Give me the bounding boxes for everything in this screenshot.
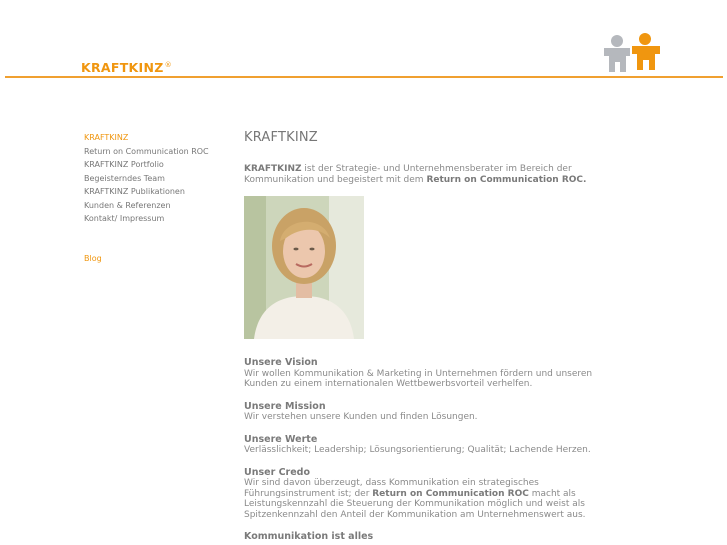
nav-item-kraftkinz[interactable]: KRAFTKINZ — [84, 133, 129, 142]
nav-item-kontakt[interactable]: Kontakt/ Impressum — [84, 214, 165, 223]
section-text: Wir verstehen unsere Kunden und finden Lösungen. — [244, 412, 478, 422]
portrait-photo — [244, 196, 364, 339]
intro-text: ist der Strategie- und Unternehmensberater im Bereich der Kommunikation und begeistert mit dem — [244, 164, 572, 185]
portrait-image — [244, 196, 364, 339]
page-title: KRAFTKINZ — [244, 130, 318, 145]
section-text — [244, 478, 604, 520]
intro-paragraph — [244, 164, 604, 186]
section-credo — [244, 468, 604, 521]
intro-roc: Return on Communication ROC. — [426, 175, 587, 185]
brand-name: KRAFTKINZ — [81, 60, 164, 75]
section-text: Verlässlichkeit; Leadership; Lösungsorientierung; Qualität; Lachende Herzen. — [244, 445, 591, 455]
section-heading: Unsere Vision — [244, 357, 318, 368]
brand-logo[interactable] — [81, 60, 172, 75]
nav-item-kunden[interactable]: Kunden & Referenzen — [84, 200, 171, 210]
section-text: Wir wollen Kommunikation & Marketing in Unternehmen fördern und unseren Kunden zu einem internationalen Wettbewerbsvorteil verhelfen. — [244, 368, 593, 389]
nav-item-publikationen[interactable]: KRAFTKINZ Publikationen — [84, 187, 185, 196]
section-mission — [244, 402, 604, 423]
section-werte — [244, 435, 604, 456]
puzzle-pieces-icon — [600, 32, 666, 74]
credo-text-b: macht als Leistungskennzahl die Steuerung der Kommunikation möglich und weist als Spitzenkennzahl den Anteil der Kommunikation am Unternehmenswert aus. — [244, 488, 586, 520]
section-kommunikation — [244, 532, 604, 543]
sidebar-nav — [84, 131, 234, 265]
intro-brand: KRAFTKINZ — [244, 164, 302, 174]
header-divider — [5, 76, 723, 78]
section-heading: Unsere Mission — [244, 400, 326, 412]
registered-mark: ® — [164, 60, 172, 69]
credo-roc: Return on Communication ROC — [372, 488, 529, 499]
section-vision — [244, 358, 604, 390]
nav-item-portfolio[interactable]: KRAFTKINZ Portfolio — [84, 160, 164, 169]
section-heading: Unsere Werte — [244, 433, 318, 445]
nav-item-team[interactable]: Begeisterndes Team — [84, 173, 165, 183]
section-heading: Unser Credo — [244, 466, 310, 478]
section-heading: Kommunikation ist alles — [244, 531, 374, 542]
main-content — [244, 130, 604, 543]
nav-item-blog[interactable]: Blog — [84, 253, 102, 263]
nav-item-roc[interactable]: Return on Communication ROC — [84, 146, 209, 156]
page-header — [0, 0, 727, 80]
credo-text-a: Wir sind davon überzeugt, dass Kommunikation ein strategisches Führungsinstrument ist; der — [244, 478, 539, 499]
